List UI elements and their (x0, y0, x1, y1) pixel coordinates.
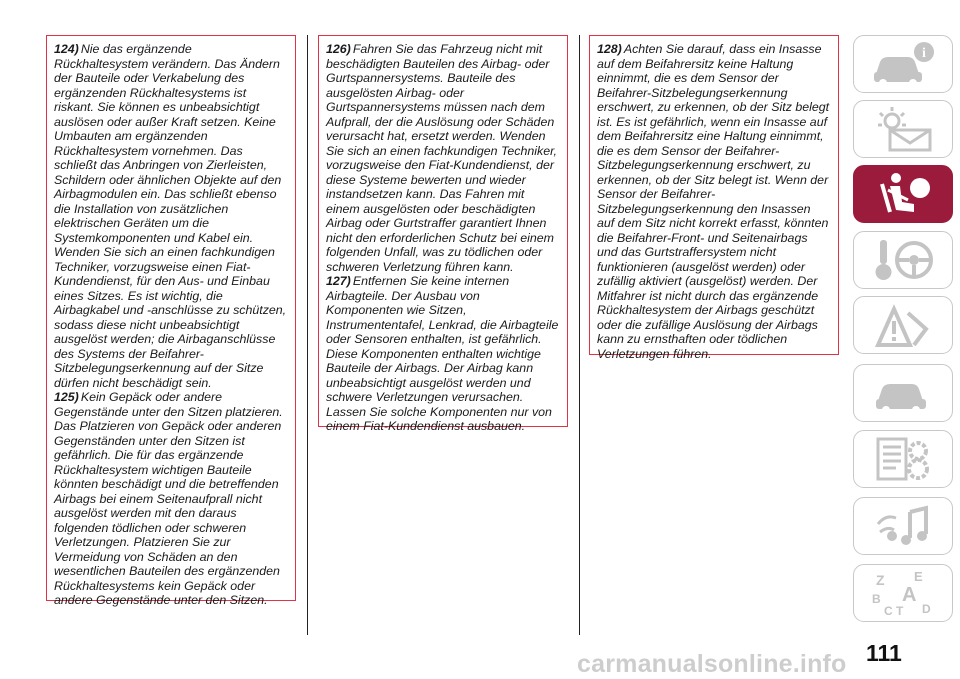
warning-box-124-125 (46, 35, 296, 607)
multimedia-icon (868, 500, 938, 552)
svg-text:E: E (914, 569, 923, 584)
side-tab-emergency[interactable] (853, 296, 953, 354)
column-divider (579, 35, 580, 635)
side-tab-dashboard-lights[interactable] (853, 100, 953, 158)
warning-text: Achten Sie darauf, dass ein Insasse auf dem Beifahrersitz keine Haltung einnimmt, die es dem Sensor der Beifahrer-Sitzbelegungserkennung erschwert, zu erkennen, ob der Sitz belegt ist. Es ist gefährlich, wenn ein Insasse auf dem Beifahrersitz eine Haltung einnimmt, die es dem Sensor der Beifahrer-Sitzbelegungserkennung erschwert, zu erkennen, ob der Sitz belegt ist. Wenn der Sensor der Beifahrer-Sitzbelegungserkennung den Insassen auf dem Sitz nicht korrekt erfasst, könnten die Beifahrer-Front- und Seitenairbags und das Gurtstraffersystem nicht funktionieren (ausgelöst werden) oder zufällig aktiviert (ausgelöst) werden. Der Mitfahrer ist nicht durch das ergänzende Rückhaltesystem der Airbags geschützt oder die zufällige Auslösung der Airbags kann zu ernsthaften oder tödlichen Verletzungen führen. (597, 42, 830, 361)
spec-sheet-gears-icon (868, 433, 938, 485)
warning-number: 125) (54, 390, 79, 404)
warning-number: 126) (326, 42, 351, 56)
warning-text: Kein Gepäck oder andere Gegenstände unter den Sitzen platzieren. Das Platzieren von Gepäck oder anderen Gegenständen unter den Sitzen ist gefährlich. Die für das ergänzende Rückhaltesystem wichtigen Bauteile könnten beschädigt und die betreffenden Airbags bei einem Seitenaufprall nicht ausgelöst werden mit den daraus folgenden tödlichen oder schweren Verletzungen. Platzieren Sie zur Vermeidung von Schäden an den wesentlichen Bauteilen des ergänzenden Rückhaltesystems kein Gepäck oder andere Gegenstände unter den Sitzen. (54, 390, 283, 607)
side-tab-index[interactable] (853, 564, 953, 622)
warning-paragraph (597, 42, 831, 361)
warning-number: 128) (597, 42, 622, 56)
svg-text:Z: Z (876, 572, 885, 588)
watermark: carmanualsonline.info (577, 650, 847, 678)
warning-paragraph (326, 274, 560, 434)
warning-number: 124) (54, 42, 79, 56)
dashboard-lights-icon (868, 103, 938, 155)
warning-text: Entfernen Sie keine internen Airbagteile. Der Ausbau von Komponenten wie Sitzen, Instrumententafel, Lenkrad, die Airbagteile oder Sensoren enthalten, ist gefährlich. Diese Komponenten enthalten wichtige Bauteile der Airbags. Der Airbag kann unbeabsichtigt ausgelöst werden und schwere Verletzungen verursachen. Lassen Sie solche Komponenten nur von einem Fiat-Kundendienst ausbauen. (326, 274, 559, 433)
warning-box-126-127 (318, 35, 568, 433)
warning-paragraph (326, 42, 560, 274)
side-tab-technical-data[interactable] (853, 430, 953, 488)
svg-text:B: B (872, 592, 881, 606)
key-steering-wheel-icon (868, 234, 938, 286)
warning-paragraph (54, 42, 288, 390)
svg-text:T: T (896, 604, 904, 618)
svg-text:C: C (884, 604, 893, 618)
side-tab-airbag-safety[interactable] (853, 165, 953, 223)
alphabet-index-icon (868, 567, 938, 619)
warning-box-128 (589, 35, 839, 361)
svg-text:i: i (922, 46, 926, 61)
svg-text:A: A (902, 584, 917, 606)
side-tab-car-info[interactable] (853, 35, 953, 93)
svg-text:D: D (922, 602, 931, 616)
car-info-icon (868, 38, 938, 90)
warning-text: Nie das ergänzende Rückhaltesystem verändern. Das Ändern der Bauteile oder Verkabelung des ergänzenden Rückhaltesystems ist riskant. Sie können es unbeabsichtigt auslösen oder außer Kraft setzen. Keine Umbauten am ergänzenden Rückhaltesystem vornehmen. Das schließt das Anbringen von Zierleisten, Schildern oder ähnlichen Objekte auf den Airbagmodulen ein. Das schließt ebenso die Installation von zusätzlichen elektrischen Geräten um die Systemkomponenten und Kabel ein. Wenden Sie sich an einen fachkundigen Techniker, vorzugsweise einen Fiat-Kundendienst, für den Aus- und Einbau eines Sitzes. Es ist wichtig, die Airbagkabel und -anschlüsse zu schützen, sodass diese nicht unbeabsichtigt ausgelöst werden; die Airbaganschlüsse des Systems der Beifahrer-Sitzbelegungserkennung auf der Sitze dürfen nicht beschädigt sein. (54, 42, 287, 390)
warning-number: 127) (326, 274, 351, 288)
warning-paragraph (54, 390, 288, 608)
airbag-seat-icon (868, 168, 938, 220)
warning-text: Fahren Sie das Fahrzeug nicht mit beschädigten Bauteilen des Airbag- oder Gurtspannersystems. Bauteile des ausgelösten Airbag- oder Gurtspannersystems müssen nach dem Aufprall, der die Auslösung oder Schäden verursacht hat, ersetzt werden. Wenden Sie sich an einen fachkundigen Techniker, vorzugsweise den Fiat-Kundendienst, der diese Systeme bewerten und wieder instandsetzen kann. Das Fahren mit einem ausgelösten oder beschädigten Airbag oder Gurtstraffer garantiert Ihnen nicht den erforderlichen Schutz bei einem folgenden Unfall, was zu tödlichen oder schweren Verletzung führen kann. (326, 42, 557, 274)
column-divider (307, 35, 308, 635)
page-number: 111 (866, 640, 902, 666)
car-service-icon (868, 367, 938, 419)
side-tab-multimedia[interactable] (853, 497, 953, 555)
side-tab-starting-driving[interactable] (853, 231, 953, 289)
warning-triangle-icon (868, 299, 938, 351)
side-tab-maintenance[interactable] (853, 364, 953, 422)
